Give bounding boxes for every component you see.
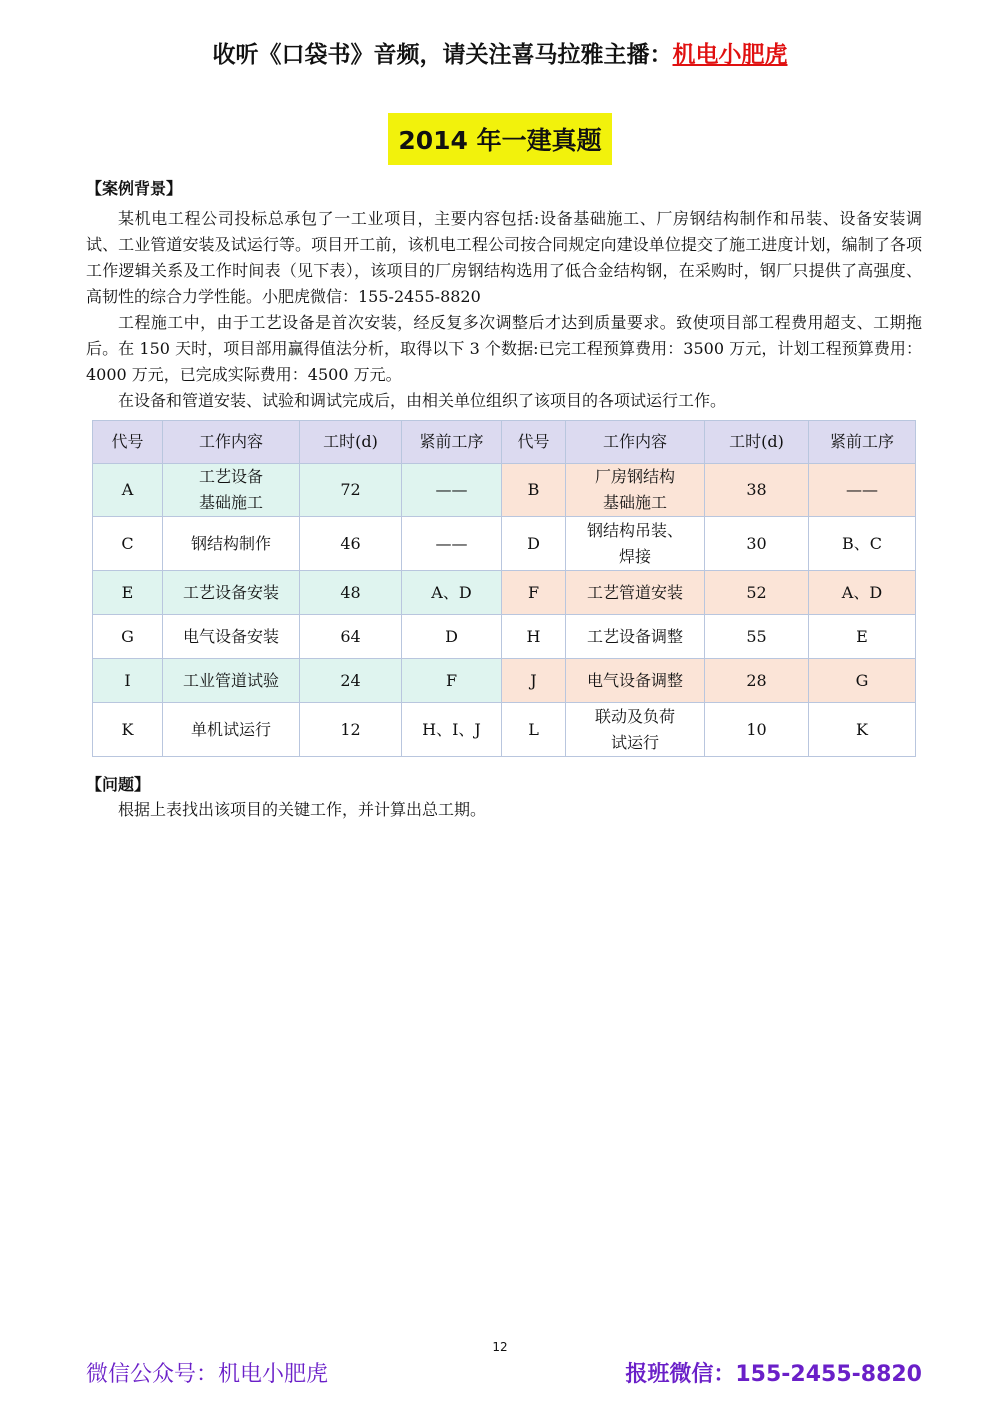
table-cell-code: G bbox=[93, 615, 163, 659]
title-wrap bbox=[0, 113, 1000, 165]
table-cell-content: 联动及负荷 试运行 bbox=[566, 703, 705, 757]
table-row bbox=[93, 703, 916, 757]
table-row bbox=[93, 571, 916, 615]
table-body bbox=[93, 464, 916, 757]
table-cell-pred: —— bbox=[402, 517, 502, 571]
header-cell: 紧前工序 bbox=[809, 421, 916, 464]
table-cell-pred: A、D bbox=[402, 571, 502, 615]
table-cell-code: J bbox=[502, 659, 566, 703]
table-cell-code: E bbox=[93, 571, 163, 615]
table-cell-code: F bbox=[502, 571, 566, 615]
table-cell-pred: A、D bbox=[809, 571, 916, 615]
table-cell-code: D bbox=[502, 517, 566, 571]
table-cell-content: 电气设备安装 bbox=[163, 615, 300, 659]
table-cell-pred: D bbox=[402, 615, 502, 659]
table-cell-content: 工艺设备 基础施工 bbox=[163, 464, 300, 517]
background-text bbox=[86, 206, 922, 414]
table-cell-code: B bbox=[502, 464, 566, 517]
header-cell: 工时(d) bbox=[705, 421, 809, 464]
table-cell-pred: K bbox=[809, 703, 916, 757]
table-cell-content: 钢结构制作 bbox=[163, 517, 300, 571]
table-cell-content: 厂房钢结构 基础施工 bbox=[566, 464, 705, 517]
question: 根据上表找出该项目的关键工作，并计算出总工期。 bbox=[118, 800, 487, 819]
table-cell-days: 28 bbox=[705, 659, 809, 703]
footer-wechat-contact: 报班微信：155-2455-8820 bbox=[625, 1362, 922, 1387]
table-cell-code: H bbox=[502, 615, 566, 659]
work-table bbox=[92, 420, 916, 757]
page-number: 12 bbox=[492, 1340, 508, 1354]
question-text bbox=[86, 797, 922, 823]
table-cell-pred: —— bbox=[809, 464, 916, 517]
table-cell-days: 10 bbox=[705, 703, 809, 757]
header-cell: 工作内容 bbox=[566, 421, 705, 464]
table-cell-content: 钢结构吊装、 焊接 bbox=[566, 517, 705, 571]
background-heading: 【案例背景】 bbox=[86, 179, 183, 198]
page-title: 2014 年一建真题 bbox=[388, 113, 611, 165]
table-cell-days: 64 bbox=[300, 615, 402, 659]
paragraph: 工程施工中，由于工艺设备是首次安装，经反复多次调整后才达到质量要求。致使项目部工程费用超支、工期拖后。在 150 天时，项目部用赢得值法分析，取得以下 3 个数据:已完工程预算费用：3500 万元，计划工程预算费用：4000 万元，已完成实际费用：4500 万元。 bbox=[86, 313, 922, 384]
table-cell-content: 工艺管道安装 bbox=[566, 571, 705, 615]
table-cell-code: C bbox=[93, 517, 163, 571]
table-cell-pred: —— bbox=[402, 464, 502, 517]
table-row bbox=[93, 615, 916, 659]
header-cell: 紧前工序 bbox=[402, 421, 502, 464]
table-cell-code: K bbox=[93, 703, 163, 757]
table-cell-content: 工艺设备安装 bbox=[163, 571, 300, 615]
header-cell: 工作内容 bbox=[163, 421, 300, 464]
page-header bbox=[0, 36, 1000, 69]
table-cell-code: A bbox=[93, 464, 163, 517]
footer-wechat-account: 微信公众号：机电小肥虎 bbox=[86, 1362, 329, 1387]
table-cell-pred: H、I、J bbox=[402, 703, 502, 757]
table-cell-pred: E bbox=[809, 615, 916, 659]
table-cell-days: 38 bbox=[705, 464, 809, 517]
table-header-row bbox=[93, 421, 916, 464]
header-cell: 代号 bbox=[93, 421, 163, 464]
table-cell-days: 46 bbox=[300, 517, 402, 571]
header-cell: 工时(d) bbox=[300, 421, 402, 464]
table-cell-days: 72 bbox=[300, 464, 402, 517]
table-cell-code: L bbox=[502, 703, 566, 757]
header-cell: 代号 bbox=[502, 421, 566, 464]
table-row bbox=[93, 517, 916, 571]
header-prefix: 收听《口袋书》音频，请关注喜马拉雅主播： bbox=[212, 42, 673, 68]
header-author-link[interactable]: 机电小肥虎 bbox=[672, 42, 788, 68]
table-cell-days: 30 bbox=[705, 517, 809, 571]
question-heading: 【问题】 bbox=[86, 775, 151, 794]
table-cell-days: 52 bbox=[705, 571, 809, 615]
table-cell-content: 工艺设备调整 bbox=[566, 615, 705, 659]
table-cell-content: 单机试运行 bbox=[163, 703, 300, 757]
table-cell-days: 48 bbox=[300, 571, 402, 615]
table-cell-code: I bbox=[93, 659, 163, 703]
table-cell-pred: B、C bbox=[809, 517, 916, 571]
table-cell-pred: G bbox=[809, 659, 916, 703]
table-cell-days: 12 bbox=[300, 703, 402, 757]
table-cell-days: 55 bbox=[705, 615, 809, 659]
table-row bbox=[93, 464, 916, 517]
table-cell-pred: F bbox=[402, 659, 502, 703]
table-row bbox=[93, 659, 916, 703]
table-cell-content: 工业管道试验 bbox=[163, 659, 300, 703]
table-cell-days: 24 bbox=[300, 659, 402, 703]
paragraph: 在设备和管道安装、试验和调试完成后，由相关单位组织了该项目的各项试运行工作。 bbox=[118, 391, 727, 410]
paragraph: 某机电工程公司投标总承包了一工业项目，主要内容包括:设备基础施工、厂房钢结构制作和吊装、设备安装调试、工业管道安装及试运行等。项目开工前，该机电工程公司按合同规定向建设单位提交了施工进度计划，编制了各项工作逻辑关系及工作时间表（见下表），该项目的厂房钢结构选用了低合金结构钢，在采购时，钢厂只提供了高强度、高韧性的综合力学性能。小肥虎微信：155-2455-8820 bbox=[86, 209, 922, 306]
table-cell-content: 电气设备调整 bbox=[566, 659, 705, 703]
